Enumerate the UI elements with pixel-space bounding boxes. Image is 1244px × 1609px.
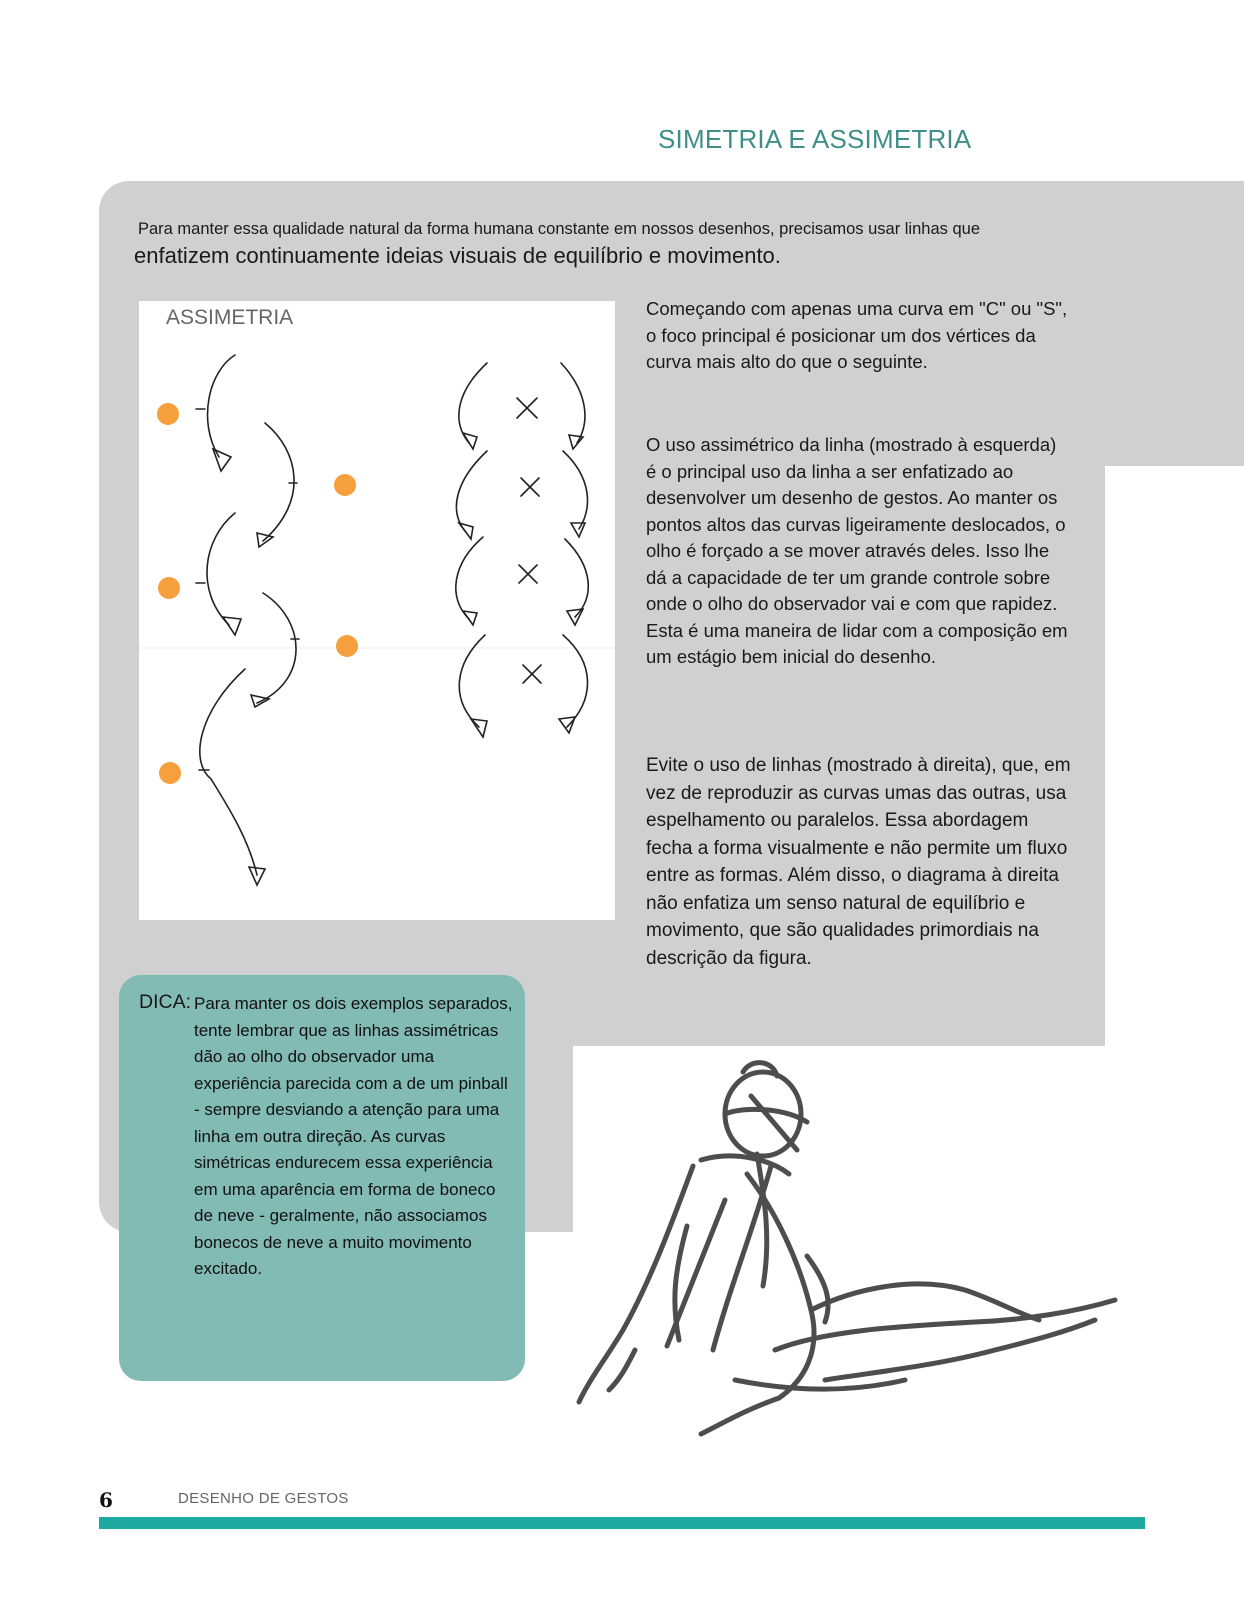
tip-prefix: DICA: xyxy=(139,991,192,1013)
curved-arrow-icon xyxy=(561,363,585,443)
section-title: SIMETRIA E ASSIMETRIA xyxy=(658,124,972,154)
orange-dot-marker-icon xyxy=(158,577,180,599)
curved-arrow-icon xyxy=(200,669,257,875)
x-mark-icon xyxy=(523,665,541,683)
curve-diagram-svg xyxy=(139,301,615,920)
arrowhead-icon xyxy=(471,719,487,737)
intro-line-small: Para manter essa qualidade natural da forma humana constante em nossos desenhos, precisamos usar linhas que xyxy=(138,220,980,238)
curved-arrow-icon xyxy=(207,513,235,625)
arrowhead-icon xyxy=(463,433,477,449)
paragraph-avoid-symmetry: Evite o uso de linhas (mostrado à direita), que, em vez de reproduzir as curvas umas das outras, usa espelhamento ou paralelos. Essa abordagem fecha a forma visualmente e não permite um fluxo entre as formas. Além disso, o diagrama à direita não enfatiza um senso natural de equilíbrio e movimento, que são qualidades primordiais na descrição da figura. xyxy=(646,755,1071,969)
tip-text: Para manter os dois exemplos separados, tente lembrar que as linhas assimétricas dão ao olho do observador uma experiência parecida com a de um pinball - sempre desviando a atenção para uma linha em outra direção. As curvas simétricas endurecem essa experiência em uma aparência em forma de boneco de neve - geralmente, não associamos bonecos de neve a muito movimento excitado. xyxy=(194,994,513,1278)
arrowhead-icon xyxy=(463,611,477,625)
curved-arrow-icon xyxy=(263,423,294,541)
curved-arrow-icon xyxy=(456,451,487,531)
arrowhead-icon xyxy=(249,867,265,885)
curved-arrow-icon xyxy=(563,635,588,727)
arrowhead-icon xyxy=(559,717,575,733)
x-mark-icon xyxy=(517,398,537,418)
arrowhead-icon xyxy=(459,523,473,539)
curved-arrow-icon xyxy=(565,539,588,617)
orange-dot-marker-icon xyxy=(159,762,181,784)
footer-bar xyxy=(99,1517,1145,1529)
gesture-figure-sketch-icon xyxy=(575,1050,1135,1460)
symmetric-curves xyxy=(456,363,588,737)
curved-arrow-icon xyxy=(563,451,587,529)
curved-arrow-icon xyxy=(456,537,483,619)
orange-dot-marker-icon xyxy=(157,403,179,425)
page-number: 6 xyxy=(99,1488,113,1512)
curved-arrow-icon xyxy=(208,355,235,457)
diagram-label: ASSIMETRIA xyxy=(166,306,294,329)
arrowhead-icon xyxy=(569,435,583,449)
orange-dot-marker-icon xyxy=(334,474,356,496)
paragraph-asymmetric-use: O uso assimétrico da linha (mostrado à esquerda) é o principal uso da linha a ser enfatizado ao desenvolver um desenho de gestos. Ao manter os pontos altos das curvas ligeiramente deslocados, o olho é forçado a se mover através deles. Isso lhe dá a capacidade de ter um grande controle sobre onde o olho do observador vai e com que rapidez. Esta é uma maneira de lidar com a composição em um estágio bem inicial do desenho. xyxy=(646,434,1068,667)
paragraph-curve-intro: Começando com apenas uma curva em "C" ou "S", o foco principal é posicionar um dos vértices da curva mais alto do que o seguinte. xyxy=(646,298,1068,372)
x-mark-icon xyxy=(519,565,537,583)
asymmetric-curves xyxy=(196,355,299,885)
x-mark-icon xyxy=(521,478,539,496)
orange-dot-marker-icon xyxy=(336,635,358,657)
curved-arrow-icon xyxy=(459,363,487,443)
intro-line-large: enfatizem continuamente ideias visuais de equilíbrio e movimento. xyxy=(134,243,781,268)
orange-dots xyxy=(157,403,358,784)
arrowhead-icon xyxy=(223,617,241,635)
arrowhead-icon xyxy=(571,523,585,537)
footer-title: DESENHO DE GESTOS xyxy=(178,1490,349,1507)
curved-arrow-icon xyxy=(459,635,485,727)
